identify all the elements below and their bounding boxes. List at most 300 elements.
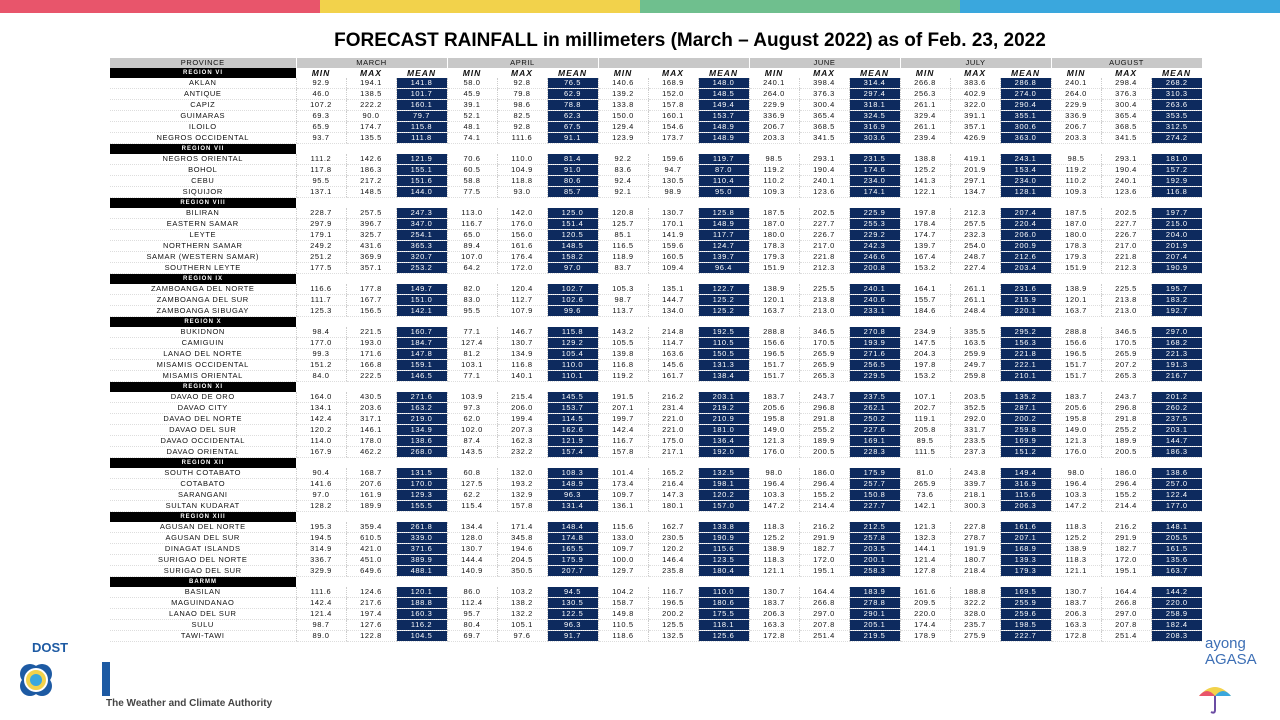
mean-cell: 148.4 <box>547 522 598 533</box>
min-cell: 149.0 <box>1051 425 1101 436</box>
mean-cell: 146.5 <box>396 371 447 382</box>
min-cell: 139.8 <box>598 349 648 360</box>
mean-cell: 175.5 <box>698 609 749 620</box>
mean-cell: 125.6 <box>698 631 749 642</box>
mean-cell: 203.1 <box>1151 425 1202 436</box>
min-cell: 240.1 <box>749 78 799 89</box>
max-cell: 191.9 <box>950 544 1000 555</box>
max-cell: 217.0 <box>799 241 849 252</box>
mean-cell: 205.1 <box>849 620 900 631</box>
max-cell: 94.7 <box>648 165 698 176</box>
max-cell: 265.9 <box>1101 349 1151 360</box>
max-cell: 135.5 <box>346 133 396 144</box>
min-cell: 261.1 <box>900 122 950 133</box>
mean-cell: 240.6 <box>849 295 900 306</box>
min-cell: 143.5 <box>447 447 497 458</box>
region-row <box>110 198 1202 209</box>
min-cell: 103.3 <box>1051 490 1101 501</box>
min-cell: 98.7 <box>296 620 346 631</box>
max-cell: 216.2 <box>799 522 849 533</box>
max-cell: 251.4 <box>1101 631 1151 642</box>
mean-cell: 136.4 <box>698 436 749 447</box>
min-cell: 130.7 <box>1051 587 1101 598</box>
max-cell: 212.3 <box>799 263 849 274</box>
min-cell: 116.7 <box>447 219 497 230</box>
table-row <box>110 501 1202 512</box>
max-cell: 218.1 <box>950 490 1000 501</box>
mean-cell: 135.6 <box>1151 555 1202 566</box>
min-cell: 92.9 <box>296 78 346 89</box>
min-cell: 142.4 <box>598 425 648 436</box>
min-cell: 98.0 <box>749 468 799 479</box>
max-cell: 155.2 <box>1101 490 1151 501</box>
max-cell: 127.6 <box>346 620 396 631</box>
max-cell: 217.6 <box>346 598 396 609</box>
mean-cell: 97.0 <box>547 263 598 274</box>
max-cell: 243.7 <box>1101 392 1151 403</box>
region-label: BARMM <box>110 577 296 588</box>
table-row <box>110 436 1202 447</box>
province-cell: TAWI-TAWI <box>110 631 296 642</box>
min-cell: 205.8 <box>900 425 950 436</box>
mean-cell: 169.1 <box>849 436 900 447</box>
min-cell: 129.4 <box>598 122 648 133</box>
max-cell: 365.4 <box>1101 111 1151 122</box>
min-cell: 111.7 <box>296 295 346 306</box>
max-cell: 141.9 <box>648 230 698 241</box>
max-cell: 177.8 <box>346 284 396 295</box>
min-cell: 83.7 <box>598 263 648 274</box>
mean-cell: 122.7 <box>698 284 749 295</box>
mean-cell: 243.1 <box>1000 154 1051 165</box>
max-cell: 178.0 <box>346 436 396 447</box>
max-cell: 122.8 <box>346 631 396 642</box>
max-cell: 243.8 <box>950 468 1000 479</box>
mean-cell: 139.7 <box>698 252 749 263</box>
min-cell: 178.4 <box>900 219 950 230</box>
max-cell: 161.7 <box>648 371 698 382</box>
min-cell: 164.0 <box>296 392 346 403</box>
mean-cell: 122.4 <box>1151 490 1202 501</box>
max-cell: 189.9 <box>346 501 396 512</box>
max-cell: 368.5 <box>1101 122 1151 133</box>
region-label: REGION X <box>110 317 296 328</box>
min-cell: 92.2 <box>598 154 648 165</box>
mean-cell: 222.7 <box>1000 631 1051 642</box>
mean-cell: 170.0 <box>396 479 447 490</box>
mean-cell: 220.1 <box>1000 306 1051 317</box>
mean-cell: 274.2 <box>1151 133 1202 144</box>
max-cell: 255.2 <box>799 425 849 436</box>
max-cell: 199.4 <box>497 414 547 425</box>
max-cell: 164.4 <box>1101 587 1151 598</box>
stat-header-mean: MEAN <box>1011 68 1041 78</box>
mean-cell: 347.0 <box>396 219 447 230</box>
mean-cell: 125.0 <box>547 208 598 219</box>
max-cell: 352.5 <box>950 403 1000 414</box>
max-cell: 257.5 <box>950 219 1000 230</box>
max-cell: 649.6 <box>346 566 396 577</box>
max-cell: 296.4 <box>1101 479 1151 490</box>
max-cell: 186.0 <box>1101 468 1151 479</box>
max-cell: 160.1 <box>648 111 698 122</box>
region-label: REGION IX <box>110 274 296 285</box>
mean-cell: 257.7 <box>849 479 900 490</box>
min-cell: 130.7 <box>447 544 497 555</box>
max-cell: 194.1 <box>346 78 396 89</box>
max-cell: 293.1 <box>1101 154 1151 165</box>
mean-cell: 205.5 <box>1151 533 1202 544</box>
max-cell: 217.2 <box>346 176 396 187</box>
top-color-bar <box>0 0 1280 13</box>
max-cell: 317.1 <box>346 414 396 425</box>
stat-header-mean: MEAN <box>1162 68 1192 78</box>
max-cell: 240.1 <box>1101 176 1151 187</box>
mean-cell: 95.0 <box>698 187 749 198</box>
rainfall-table <box>110 58 1203 642</box>
max-cell: 114.7 <box>648 338 698 349</box>
mean-cell: 212.6 <box>1000 252 1051 263</box>
region-spacer <box>296 382 1202 393</box>
mean-cell: 190.9 <box>1151 263 1202 274</box>
min-cell: 77.1 <box>447 371 497 382</box>
mean-cell: 181.0 <box>698 425 749 436</box>
month-header: JULY <box>900 58 1051 68</box>
min-cell: 264.0 <box>1051 89 1101 100</box>
min-cell: 60.8 <box>447 468 497 479</box>
min-cell: 89.4 <box>447 241 497 252</box>
max-cell: 291.8 <box>1101 414 1151 425</box>
mean-cell: 206.0 <box>1000 230 1051 241</box>
max-cell: 104.9 <box>497 165 547 176</box>
max-cell: 194.6 <box>497 544 547 555</box>
mean-cell: 242.3 <box>849 241 900 252</box>
max-cell: 134.7 <box>950 187 1000 198</box>
mean-cell: 233.1 <box>849 306 900 317</box>
max-cell: 138.2 <box>497 598 547 609</box>
max-cell: 214.4 <box>1101 501 1151 512</box>
mean-cell: 177.0 <box>1151 501 1202 512</box>
min-cell: 109.7 <box>598 490 648 501</box>
max-cell: 259.9 <box>950 349 1000 360</box>
mean-cell: 111.8 <box>396 133 447 144</box>
min-cell: 149.8 <box>598 609 648 620</box>
region-spacer <box>296 577 1202 588</box>
mean-cell: 151.2 <box>1000 447 1051 458</box>
province-cell: DAVAO DEL SUR <box>110 425 296 436</box>
max-cell: 170.1 <box>648 219 698 230</box>
province-cell: GUIMARAS <box>110 111 296 122</box>
max-cell: 207.6 <box>346 479 396 490</box>
min-cell: 179.1 <box>296 230 346 241</box>
mean-cell: 339.0 <box>396 533 447 544</box>
min-cell: 196.4 <box>1051 479 1101 490</box>
min-cell: 151.7 <box>749 360 799 371</box>
max-cell: 190.4 <box>799 165 849 176</box>
stat-header-min: MIN <box>1066 68 1086 78</box>
region-label: REGION VII <box>110 144 296 155</box>
min-cell: 118.9 <box>598 252 648 263</box>
max-cell: 195.1 <box>799 566 849 577</box>
stat-header-min: MIN <box>915 68 935 78</box>
mean-cell: 210.9 <box>698 414 749 425</box>
max-cell: 251.4 <box>799 631 849 642</box>
min-cell: 179.3 <box>1051 252 1101 263</box>
stat-header-min: MIN <box>462 68 482 78</box>
min-cell: 297.9 <box>296 219 346 230</box>
min-cell: 163.3 <box>1051 620 1101 631</box>
min-cell: 97.0 <box>296 490 346 501</box>
mean-cell: 204.0 <box>1151 230 1202 241</box>
min-cell: 202.7 <box>900 403 950 414</box>
min-cell: 191.5 <box>598 392 648 403</box>
mean-cell: 198.5 <box>1000 620 1051 631</box>
mean-cell: 212.5 <box>849 522 900 533</box>
min-cell: 127.4 <box>447 338 497 349</box>
max-cell: 216.2 <box>1101 522 1151 533</box>
province-cell: NEGROS ORIENTAL <box>110 154 296 165</box>
max-cell: 213.8 <box>799 295 849 306</box>
mean-cell: 389.9 <box>396 555 447 566</box>
min-cell: 116.5 <box>598 241 648 252</box>
max-cell: 232.2 <box>497 447 547 458</box>
min-cell: 163.7 <box>1051 306 1101 317</box>
max-cell: 221.5 <box>346 327 396 338</box>
province-cell: DAVAO DE ORO <box>110 392 296 403</box>
region-label: REGION VIII <box>110 198 296 209</box>
mean-cell: 297.0 <box>1151 327 1202 338</box>
max-cell: 339.7 <box>950 479 1000 490</box>
mean-cell: 110.1 <box>547 371 598 382</box>
min-cell: 95.5 <box>296 176 346 187</box>
mean-cell: 183.9 <box>849 587 900 598</box>
min-cell: 119.2 <box>598 371 648 382</box>
min-cell: 158.7 <box>598 598 648 609</box>
mean-cell: 183.2 <box>1151 295 1202 306</box>
mean-cell: 148.5 <box>547 241 598 252</box>
min-cell: 314.9 <box>296 544 346 555</box>
min-cell: 151.9 <box>1051 263 1101 274</box>
mean-cell: 259.6 <box>1000 609 1051 620</box>
mean-cell: 174.1 <box>849 187 900 198</box>
min-cell: 136.1 <box>598 501 648 512</box>
region-row <box>110 382 1202 393</box>
min-cell: 77.1 <box>447 327 497 338</box>
min-cell: 183.7 <box>1051 598 1101 609</box>
max-cell: 118.8 <box>497 176 547 187</box>
max-cell: 225.5 <box>1101 284 1151 295</box>
min-cell: 196.5 <box>1051 349 1101 360</box>
table-row <box>110 414 1202 425</box>
max-cell: 221.8 <box>1101 252 1151 263</box>
max-cell: 292.0 <box>950 414 1000 425</box>
mean-cell: 148.1 <box>1151 522 1202 533</box>
mean-cell: 268.2 <box>1151 78 1202 89</box>
mean-cell: 221.3 <box>1151 349 1202 360</box>
mean-cell: 161.5 <box>1151 544 1202 555</box>
mean-cell: 131.4 <box>547 501 598 512</box>
min-cell: 144.1 <box>900 544 950 555</box>
max-cell: 383.6 <box>950 78 1000 89</box>
region-row <box>110 274 1202 285</box>
min-cell: 203.3 <box>749 133 799 144</box>
max-cell: 232.3 <box>950 230 1000 241</box>
max-cell: 189.9 <box>799 436 849 447</box>
min-cell: 151.2 <box>296 360 346 371</box>
max-cell: 451.0 <box>346 555 396 566</box>
max-cell: 298.4 <box>1101 78 1151 89</box>
min-cell: 195.8 <box>1051 414 1101 425</box>
max-cell: 172.0 <box>799 555 849 566</box>
mean-cell: 101.7 <box>396 89 447 100</box>
region-row <box>110 317 1202 328</box>
min-cell: 153.2 <box>900 371 950 382</box>
mean-cell: 157.2 <box>1151 165 1202 176</box>
max-cell: 130.5 <box>648 176 698 187</box>
mean-cell: 119.7 <box>698 154 749 165</box>
min-cell: 156.6 <box>749 338 799 349</box>
min-cell: 110.5 <box>598 620 648 631</box>
max-cell: 248.7 <box>950 252 1000 263</box>
table-row <box>110 349 1202 360</box>
min-cell: 116.6 <box>296 284 346 295</box>
stat-header-min: MIN <box>764 68 784 78</box>
min-cell: 142.4 <box>296 598 346 609</box>
max-cell: 172.0 <box>1101 555 1151 566</box>
table-row <box>110 490 1202 501</box>
min-cell: 177.5 <box>296 263 346 274</box>
min-cell: 138.9 <box>1051 284 1101 295</box>
mean-cell: 85.7 <box>547 187 598 198</box>
month-header: MAY <box>598 58 749 68</box>
max-cell: 218.4 <box>950 566 1000 577</box>
mean-cell: 237.5 <box>1151 414 1202 425</box>
mean-cell: 108.3 <box>547 468 598 479</box>
min-cell: 98.0 <box>1051 468 1101 479</box>
min-cell: 114.0 <box>296 436 346 447</box>
max-cell: 170.5 <box>799 338 849 349</box>
table-row <box>110 89 1202 100</box>
province-cell: NORTHERN SAMAR <box>110 241 296 252</box>
min-cell: 151.7 <box>749 371 799 382</box>
mean-cell: 134.9 <box>396 425 447 436</box>
mean-cell: 182.4 <box>1151 620 1202 631</box>
max-cell: 125.5 <box>648 620 698 631</box>
mean-cell: 131.3 <box>698 360 749 371</box>
min-cell: 118.6 <box>598 631 648 642</box>
table-row <box>110 468 1202 479</box>
mean-cell: 200.2 <box>1000 414 1051 425</box>
max-cell: 176.4 <box>497 252 547 263</box>
mean-cell: 124.7 <box>698 241 749 252</box>
max-cell: 221.0 <box>648 425 698 436</box>
table-row <box>110 208 1202 219</box>
province-cell: SULU <box>110 620 296 631</box>
mean-cell: 207.4 <box>1151 252 1202 263</box>
max-cell: 130.7 <box>648 208 698 219</box>
mean-cell: 256.5 <box>849 360 900 371</box>
province-cell: CAPIZ <box>110 100 296 111</box>
min-cell: 288.8 <box>1051 327 1101 338</box>
max-cell: 98.9 <box>648 187 698 198</box>
bar-segment-red <box>0 0 320 13</box>
max-cell: 163.5 <box>950 338 1000 349</box>
mean-cell: 160.1 <box>396 100 447 111</box>
mean-cell: 157.0 <box>698 501 749 512</box>
min-cell: 121.3 <box>900 522 950 533</box>
min-cell: 109.7 <box>598 544 648 555</box>
max-cell: 255.2 <box>1101 425 1151 436</box>
mean-cell: 131.5 <box>396 468 447 479</box>
province-cell: SAMAR (WESTERN SAMAR) <box>110 252 296 263</box>
max-cell: 216.4 <box>648 479 698 490</box>
max-cell: 297.0 <box>799 609 849 620</box>
max-cell: 145.6 <box>648 360 698 371</box>
mean-cell: 156.3 <box>1000 338 1051 349</box>
max-cell: 159.6 <box>648 241 698 252</box>
max-cell: 259.8 <box>950 371 1000 382</box>
mean-cell: 201.2 <box>1151 392 1202 403</box>
mean-cell: 169.5 <box>1000 587 1051 598</box>
max-cell: 297.0 <box>1101 609 1151 620</box>
max-cell: 357.1 <box>950 122 1000 133</box>
province-cell: DAVAO DEL NORTE <box>110 414 296 425</box>
mean-cell: 216.7 <box>1151 371 1202 382</box>
mean-cell: 316.9 <box>1000 479 1051 490</box>
mean-cell: 219.5 <box>849 631 900 642</box>
min-cell: 156.6 <box>1051 338 1101 349</box>
month-header-row <box>110 58 1202 68</box>
min-cell: 80.4 <box>447 620 497 631</box>
mean-cell: 300.6 <box>1000 122 1051 133</box>
max-cell: 146.7 <box>497 327 547 338</box>
mean-cell: 222.1 <box>1000 360 1051 371</box>
max-cell: 212.3 <box>1101 263 1151 274</box>
max-cell: 398.4 <box>799 78 849 89</box>
max-cell: 266.8 <box>1101 598 1151 609</box>
mean-cell: 287.1 <box>1000 403 1051 414</box>
max-cell: 249.7 <box>950 360 1000 371</box>
table-row <box>110 360 1202 371</box>
mean-cell: 260.2 <box>1151 403 1202 414</box>
min-cell: 132.3 <box>900 533 950 544</box>
mean-cell: 320.7 <box>396 252 447 263</box>
max-cell: 186.0 <box>799 468 849 479</box>
max-cell: 376.3 <box>1101 89 1151 100</box>
province-cell: MISAMIS OCCIDENTAL <box>110 360 296 371</box>
mean-cell: 258.3 <box>849 566 900 577</box>
min-cell: 74.1 <box>447 133 497 144</box>
min-cell: 115.4 <box>447 501 497 512</box>
min-cell: 113.0 <box>447 208 497 219</box>
table-row <box>110 78 1202 89</box>
max-cell: 227.8 <box>950 522 1000 533</box>
mean-cell: 208.3 <box>1151 631 1202 642</box>
min-cell: 205.6 <box>1051 403 1101 414</box>
region-spacer <box>296 274 1202 285</box>
min-cell: 197.8 <box>900 360 950 371</box>
table-row <box>110 403 1202 414</box>
min-cell: 98.5 <box>749 154 799 165</box>
min-cell: 266.8 <box>900 78 950 89</box>
max-cell: 221.8 <box>799 252 849 263</box>
max-cell: 79.8 <box>497 89 547 100</box>
min-cell: 69.7 <box>447 631 497 642</box>
mean-cell: 115.8 <box>396 122 447 133</box>
mean-cell: 116.2 <box>396 620 447 631</box>
min-cell: 205.6 <box>749 403 799 414</box>
min-cell: 203.3 <box>1051 133 1101 144</box>
